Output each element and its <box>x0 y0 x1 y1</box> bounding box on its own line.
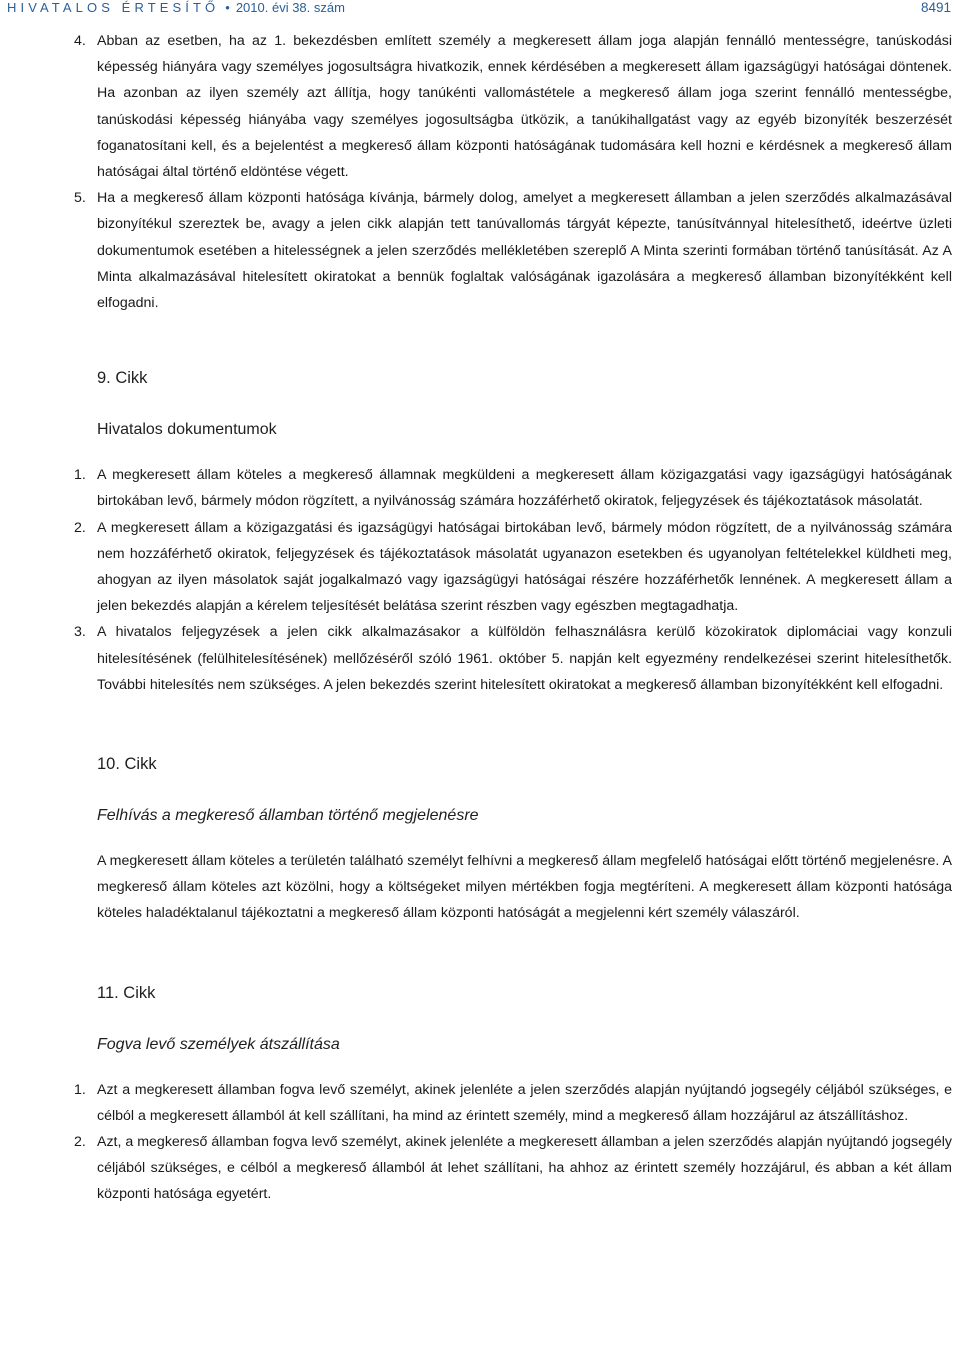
article-11-paragraph-2 <box>0 1129 960 1208</box>
publication-title <box>7 0 345 16</box>
paragraph-number: 1. <box>74 467 86 484</box>
paragraph-number: 1. <box>74 1081 86 1098</box>
paragraph-number: 2. <box>74 1134 86 1151</box>
article-11-subtitle: Fogva levő személyek átszállítása <box>97 1035 340 1053</box>
paragraph-text: A hivatalos feljegyzések a jelen cikk alkalmazásakor a külföldön felhasználásra kerülő közokiratok diplomáciai vagy konzuli hitelesítésének (felülhitelesítésének) mellőzéséről szóló 1961. október 5. napján kelt egyezmény rendelkezései szerint hitelesíthetők. További hitelesítés nem szükséges. A jelen bekezdés szerint hitelesített okiratokat a megkereső államban bizonyítékként kell elfogadni. <box>97 624 952 693</box>
article-9-paragraph-2 <box>0 515 960 620</box>
header-bullet: • <box>225 0 230 15</box>
issue-label: 2010. évi 38. szám <box>235 0 345 15</box>
paragraph-text: Abban az esetben, ha az 1. bekezdésben említett személy a megkeresett állam joga alapján fennálló mentességre, tanúskodási képesség hiányára vagy személyes jogosultságra hivatkozik, ennek kérdésében a megkeresett állam igazságügyi hatóságai döntenek. Ha azonban az ilyen személy azt állítja, hogy tanúkénti vallomástétele a megkereső állam joga szerint fennálló mentességbe, tanúskodási képesség hiányába vagy személyes jogosultságba ütközik, a tanúkihallgatást vagy az egyéb bizonyíték beszerzését foganatosítani kell, és a bejelentést a megkereső állam központi hatóságának tudomására kell hozni e kérdésnek a megkereső állam hatóságai által történő eldöntése végett. <box>97 33 952 181</box>
paragraph-4 <box>0 28 960 185</box>
paragraph-text: Azt, a megkereső államban fogva levő személyt, akinek jelenléte a megkeresett államban a jelen szerződés alapján nyújtandó jogsegély céljából szükséges, e célból a megkereső államból át lehet szállítani, ha ahhoz az érintett személy hozzájárul, és abban a két állam központi hatósága egyetért. <box>97 1134 952 1203</box>
page-header <box>0 0 960 22</box>
document-body <box>0 22 960 1208</box>
paragraph-number: 2. <box>74 519 86 536</box>
article-9-paragraph-1 <box>0 462 960 514</box>
article-10-subtitle: Felhívás a megkereső államban történő megjelenésre <box>97 807 479 825</box>
article-11-paragraph-1 <box>0 1077 960 1129</box>
paragraph-text: A megkeresett állam a közigazgatási és igazságügyi hatóságai birtokában levő, bármely módon rögzített, de a nyilvánosság számára nem hozzáférhető okiratok, feljegyzések és tájékoztatások másolatát ugyanazon esetekben és ugyanolyan feltételekkel küldheti meg, ahogyan az ilyen másolatok saját jogalkalmazó vagy igazságügyi hatóságai részére hozzáférhetők lennének. A megkeresett állam a jelen bekezdés alapján a kérelem teljesítését belátása szerint részben vagy egészben megtagadhatja. <box>97 519 952 615</box>
article-10-paragraph <box>0 848 960 927</box>
paragraph-text: Azt a megkeresett államban fogva levő személyt, akinek jelenléte a jelen szerződés alapján nyújtandó jogsegély céljából szükséges, e célból a megkeresett államból át kell szállítani, ha mind az érintett személy, mind a megkereső állam hozzájárul az átszállításhoz. <box>97 1081 952 1124</box>
article-10-heading: 10. Cikk <box>97 755 157 774</box>
page-number: 8491 <box>920 0 951 15</box>
publication-name: HIVATALOS ÉRTESÍTŐ <box>7 0 220 15</box>
paragraph-number: 4. <box>74 33 86 49</box>
paragraph-number: 5. <box>74 190 86 207</box>
paragraph-text: A megkeresett állam köteles a megkereső államnak megküldeni a megkeresett állam közigazgatási vagy igazságügyi hatóságának birtokában levő, bármely módon rögzített, a nyilvánosság számára hozzáférhető okiratok, feljegyzések és tájékoztatások másolatát. <box>97 467 952 510</box>
paragraph-text: Ha a megkereső állam központi hatósága kívánja, bármely dolog, amelyet a megkeresett államban a jelen szerződés alkalmazásával bizonyítékul szereztek be, avagy a jelen cikk alapján tett tanúvallomás tárgyát képezte, tanúsítvánnyal hitelesíthető, ideértve üzleti dokumentumok esetében a hitelességnek a jelen szerződés mellékletében szereplő A Minta szerinti formában történő tanúsítását. Az A Minta alkalmazásával hitelesített okiratokat a bennük foglaltak valóságának igazolására a megkereső államban bizonyítékként kell elfogadni. <box>97 190 952 312</box>
article-11-heading: 11. Cikk <box>97 983 156 1002</box>
paragraph-number: 3. <box>74 624 86 641</box>
paragraph-5 <box>0 185 960 316</box>
article-9-heading: 9. Cikk <box>97 369 148 388</box>
article-9-paragraph-3 <box>0 619 960 698</box>
paragraph-text: A megkeresett állam köteles a területén található személyt felhívni a megkereső állam megfelelő hatóságai előtt történő megjelenésre. A megkereső állam köteles azt közölni, hogy a költségeket milyen mértékben fogja megtéríteni. A megkeresett állam központi hatósága köteles haladéktalanul tájékoztatni a megkereső állam központi hatóságát a megjelenni kért személy válaszáról. <box>97 853 952 922</box>
article-9-subtitle: Hivatalos dokumentumok <box>97 421 277 439</box>
